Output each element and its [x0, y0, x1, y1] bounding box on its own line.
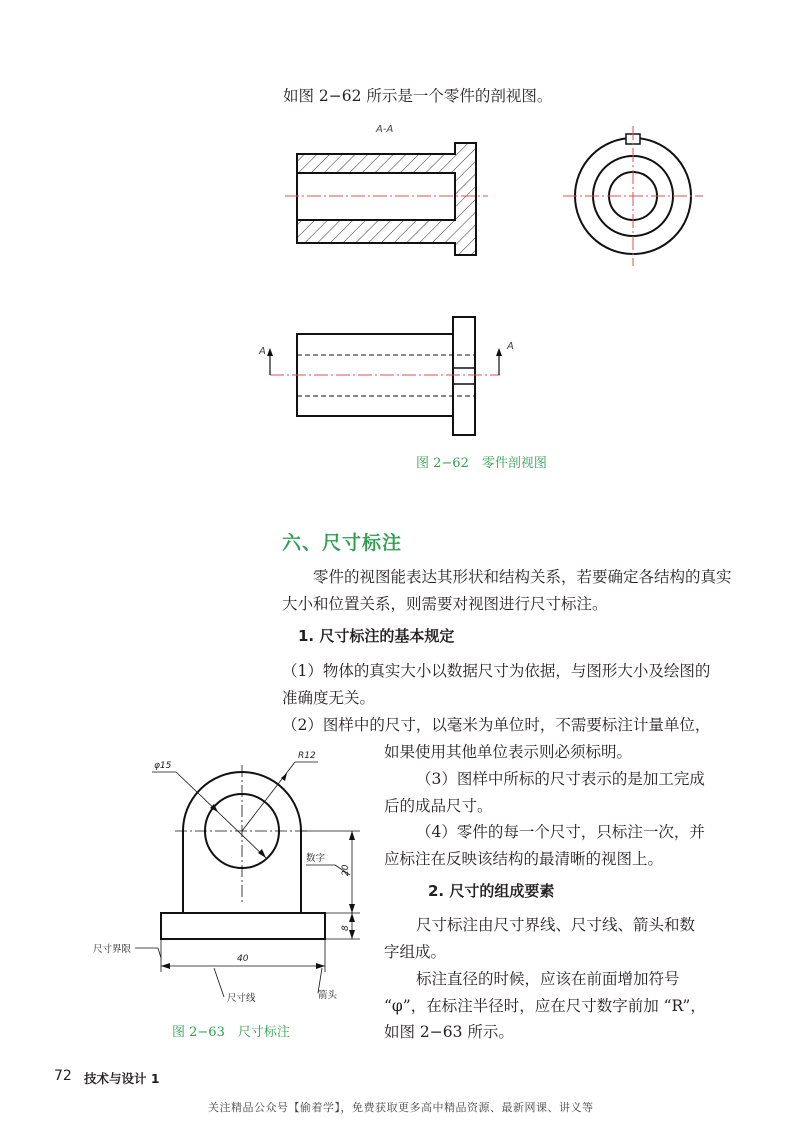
circular-view	[563, 126, 703, 266]
label-extension-line: 尺寸界限	[93, 944, 132, 955]
section-label: A-A	[376, 124, 394, 135]
label-arrowhead: 箭头	[318, 990, 338, 1001]
para1-line2: 大小和位置关系，则需要对视图进行尺寸标注。	[282, 595, 608, 613]
para1-line1: 零件的视图能表达其形状和结构关系，若要确定各结构的真实	[313, 568, 732, 586]
section-view	[285, 143, 488, 255]
rule2-line2: 如果使用其他单位表示则必须标明。	[384, 743, 633, 761]
intro-text: 如图 2−62 所示是一个零件的剖视图。	[283, 87, 553, 105]
arrow-label-left: A	[259, 346, 266, 357]
dim-8-label: 8	[341, 925, 351, 931]
promo-note: 关注精品公众号【偷着学】，免费获取更多高中精品资源、最新网课、讲义等	[208, 1101, 594, 1114]
subheading-basic-rules: 1. 尺寸标注的基本规定	[298, 627, 455, 645]
figure-2-62	[0, 0, 800, 480]
dim-20-label: 20	[341, 864, 351, 876]
radius-label: R12	[298, 751, 316, 761]
diameter-label: φ15	[154, 761, 172, 771]
rule4-line2: 应标注在反映该结构的最清晰的视图上。	[384, 850, 664, 868]
rule4-line1: （4）零件的每一个尺寸，只标注一次，并	[416, 823, 705, 841]
section-heading: 六、尺寸标注	[282, 532, 403, 554]
rule1-line2: 准确度无关。	[282, 689, 376, 707]
label-digit: 数字	[306, 853, 326, 864]
figure-2-63-caption: 图 2−63 尺寸标注	[172, 1025, 290, 1040]
rule1-line1: （1）物体的真实大小以数据尺寸为依据，与图形大小及绘图的	[282, 662, 711, 680]
figure-2-63	[0, 740, 380, 1030]
book-title: 技术与设计 1	[84, 1071, 160, 1086]
rule3-line1: （3）图样中所标的尺寸表示的是加工完成	[416, 770, 705, 788]
p2-line1: 尺寸标注由尺寸界线、尺寸线、箭头和数	[416, 916, 696, 934]
rule2-line1: （2）图样中的尺寸，以毫米为单位时，不需要标注计量单位，	[282, 716, 711, 734]
subheading-dimension-elements: 2. 尺寸的组成要素	[428, 882, 555, 900]
front-view	[267, 317, 502, 435]
arrow-label-right: A	[507, 341, 514, 352]
p2-line2: 字组成。	[384, 943, 447, 961]
p3-line2: “φ”，在标注半径时，应在尺寸数字前加 “R”，	[384, 997, 706, 1015]
label-dimension-line: 尺寸线	[227, 993, 256, 1004]
p3-line3: 如图 2−63 所示。	[384, 1023, 514, 1041]
figure-2-62-caption: 图 2−62 零件剖视图	[416, 456, 547, 471]
p3-line1: 标注直径的时候，应该在前面增加符号	[416, 970, 680, 988]
rule3-line2: 后的成品尺寸。	[384, 797, 493, 815]
page-number: 72	[54, 1068, 72, 1084]
dim-40-label: 40	[237, 954, 249, 964]
